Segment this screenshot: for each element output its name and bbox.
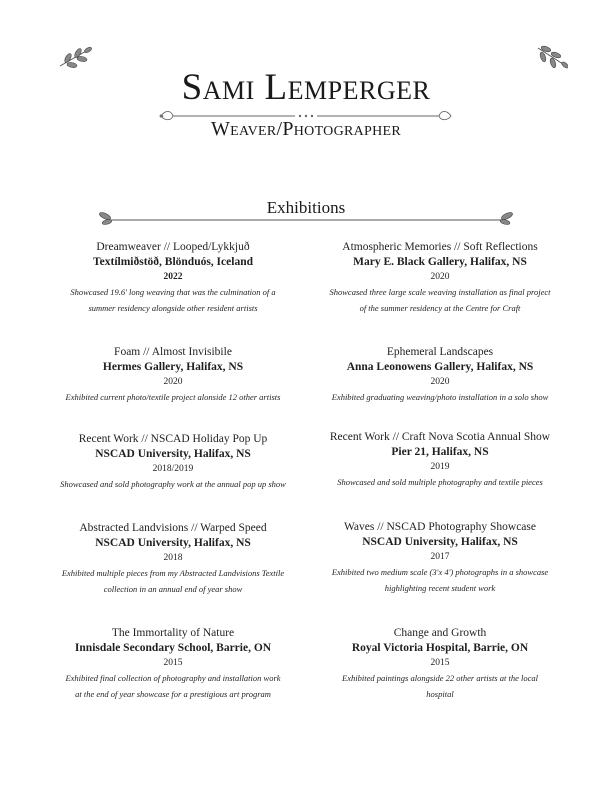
exhibition-title: Foam // Almost Invisibile — [114, 346, 232, 358]
exhibition-entry — [304, 520, 576, 596]
exhibition-entry — [37, 240, 309, 316]
exhibition-year: 2019 — [430, 462, 450, 472]
exhibition-venue: Pier 21, Halifax, NS — [391, 446, 489, 458]
exhibition-description: Showcased and sold multiple photography and textile pieces — [337, 477, 543, 487]
exhibition-title: Waves // NSCAD Photography Showcase — [343, 521, 536, 533]
exhibition-description: Showcased 19.6' long weaving that was the culmination of a — [70, 287, 276, 297]
exhibition-year: 2020 — [430, 272, 450, 282]
exhibition-description: highlighting recent student work — [384, 583, 496, 593]
exhibition-entry — [37, 626, 309, 702]
exhibition-title: Dreamweaver // Looped/Lykkjuð — [96, 241, 250, 253]
exhibition-description: hospital — [426, 689, 454, 699]
exhibition-description: Exhibited current photo/textile project alonside 12 other artists — [65, 392, 281, 402]
exhibition-year: 2017 — [430, 552, 450, 562]
exhibition-venue: Royal Victoria Hospital, Barrie, ON — [351, 642, 529, 654]
exhibition-title: Atmospheric Memories // Soft Reflections — [342, 241, 538, 253]
exhibition-description: Exhibited final collection of photography and installation work — [65, 673, 281, 683]
exhibition-year: 2018/2019 — [152, 464, 194, 474]
exhibition-entry — [304, 430, 576, 490]
exhibition-year: 2020 — [163, 377, 183, 387]
exhibition-year: 2018 — [163, 553, 183, 563]
exhibition-entry — [304, 626, 576, 702]
exhibition-description: at the end of year showcase for a prestigious art program — [75, 689, 271, 699]
exhibition-description: Exhibited paintings alongside 22 other artists at the local — [342, 673, 538, 683]
leaf-rule-icon — [97, 210, 515, 226]
exhibition-venue: NSCAD University, Halifax, NS — [95, 448, 251, 460]
leaf-sprig-icon-left — [58, 46, 92, 70]
exhibition-description: of the summer residency at the Centre for Craft — [359, 303, 521, 313]
exhibition-entry — [304, 345, 576, 405]
artist-role: Weaver/Photographer — [210, 118, 402, 140]
exhibition-entry — [37, 432, 309, 492]
exhibition-description: Exhibited two medium scale (3'x 4') photographs in a showcase — [331, 567, 549, 577]
exhibition-venue: NSCAD University, Halifax, NS — [95, 537, 251, 549]
exhibition-title: Recent Work // Craft Nova Scotia Annual Show — [329, 431, 551, 443]
exhibition-title: Ephemeral Landscapes — [386, 346, 494, 358]
exhibition-description: summer residency alongside other resident artists — [88, 303, 258, 313]
exhibition-entry — [37, 345, 309, 405]
exhibition-description: Showcased and sold photography work at the annual pop up show — [60, 479, 286, 489]
exhibition-venue: Anna Leonowens Gallery, Halifax, NS — [346, 361, 534, 373]
header — [0, 68, 612, 108]
section-title: Exhibitions — [266, 198, 346, 217]
exhibition-entry — [37, 521, 309, 597]
artist-name: Sami Lemperger — [181, 67, 431, 108]
exhibition-title: Abstracted Landvisions // Warped Speed — [79, 522, 267, 534]
exhibition-year: 2020 — [430, 377, 450, 387]
exhibition-title: The Immortality of Nature — [111, 627, 235, 639]
exhibition-description: Exhibited multiple pieces from my Abstracted Landvisions Textile — [61, 568, 285, 578]
exhibition-venue: Mary E. Black Gallery, Halifax, NS — [353, 256, 527, 268]
exhibition-year: 2015 — [430, 658, 450, 668]
exhibition-venue: NSCAD University, Halifax, NS — [362, 536, 518, 548]
leaf-sprig-icon-right — [534, 44, 568, 70]
exhibition-title: Change and Growth — [393, 627, 487, 639]
exhibition-description: collection in an annual end of year show — [103, 584, 243, 594]
exhibition-year: 2015 — [163, 658, 183, 668]
exhibition-venue: Hermes Gallery, Halifax, NS — [102, 361, 244, 373]
exhibition-description: Exhibited graduating weaving/photo installation in a solo show — [331, 392, 549, 402]
exhibition-venue: Textílmiðstöð, Blönduós, Iceland — [93, 256, 253, 268]
exhibition-year: 2022 — [163, 272, 183, 282]
exhibition-entry — [304, 240, 576, 316]
exhibition-venue: Innisdale Secondary School, Barrie, ON — [74, 642, 272, 654]
exhibition-description: Showcased three large scale weaving installation as final project — [329, 287, 551, 297]
exhibition-title: Recent Work // NSCAD Holiday Pop Up — [78, 433, 268, 445]
